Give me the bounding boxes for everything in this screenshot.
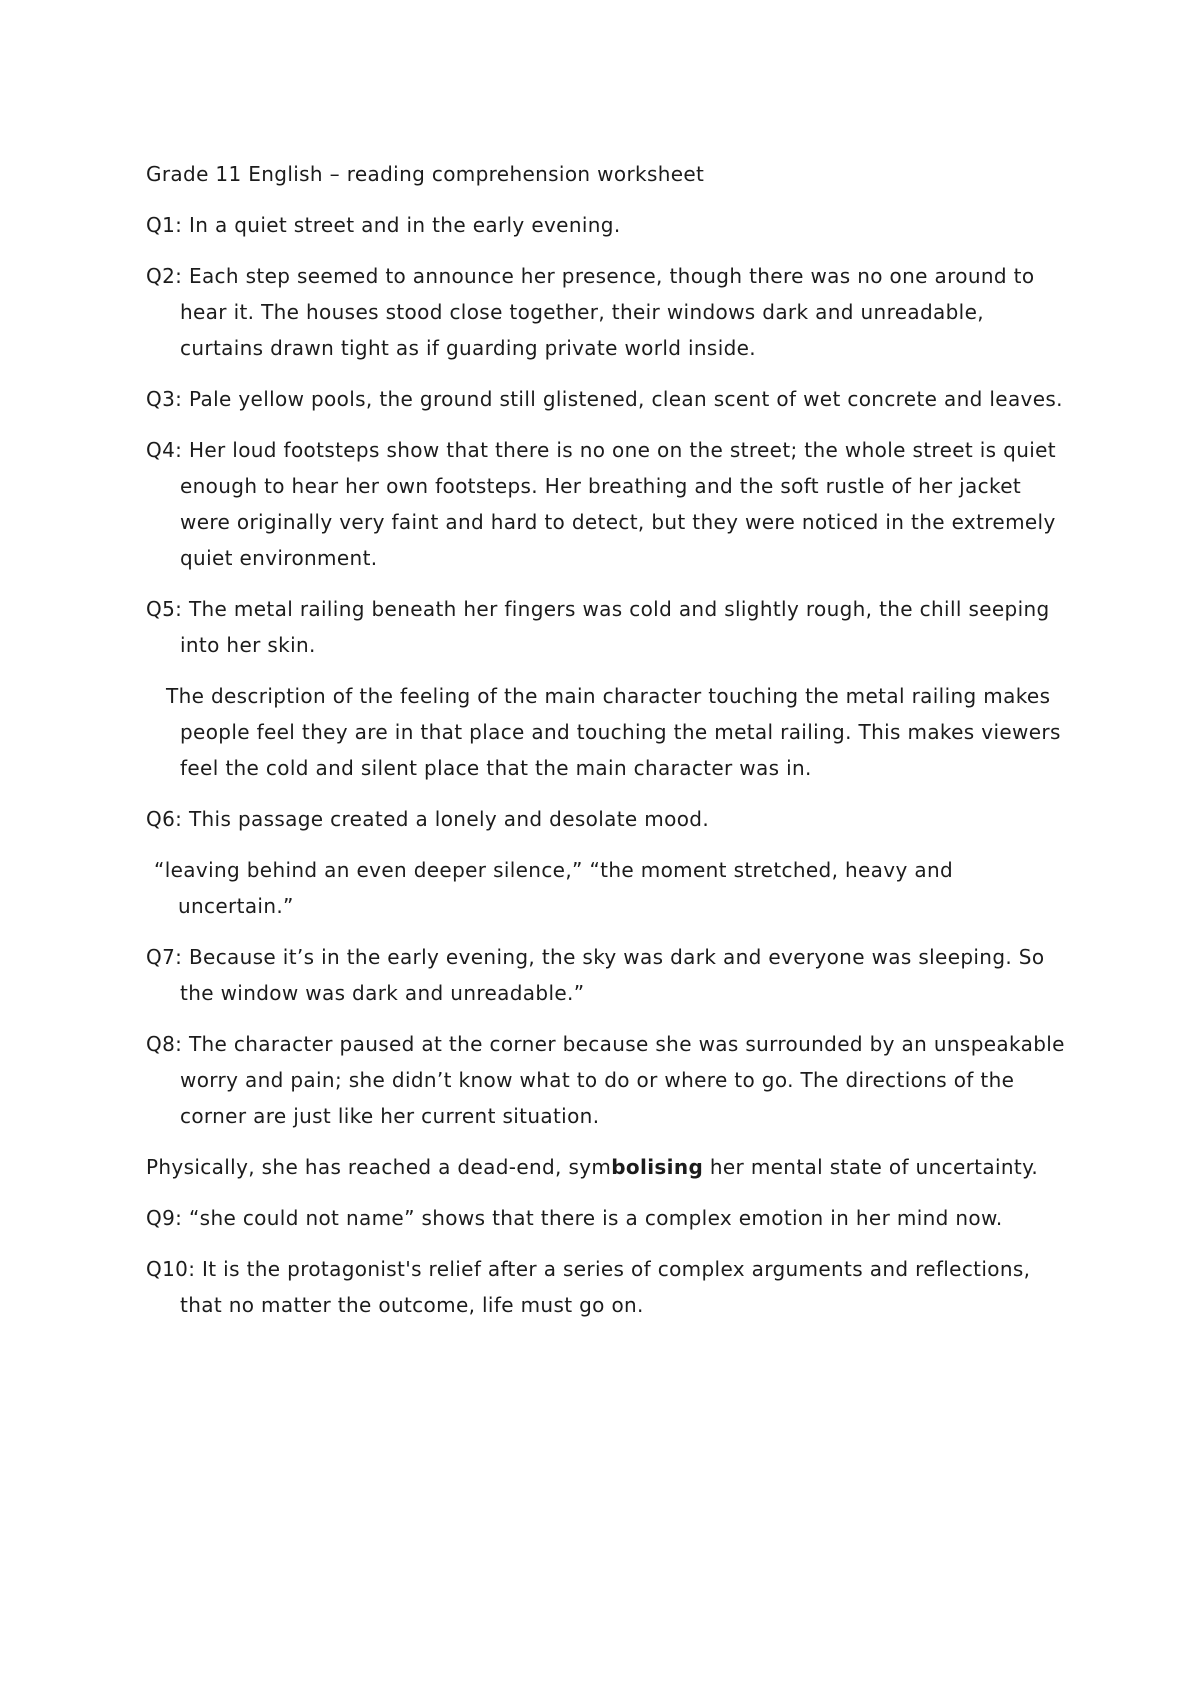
- worksheet-body: [146, 156, 1066, 1338]
- answer-q6: Q6: This passage created a lonely and desolate mood.: [146, 807, 710, 831]
- answer-q4: Q4: Her loud footsteps show that there is no one on the street; the whole street is quiet enough to hear her own footsteps. Her breathing and the soft rustle of her jacket were originally very faint and hard to detect, but they were noticed in the extremely quiet environment.: [146, 438, 1056, 570]
- answer-q8-extra-bold: bolising: [611, 1155, 704, 1179]
- answer-q3: Q3: Pale yellow pools, the ground still glistened, clean scent of wet concrete and leaves.: [146, 387, 1063, 411]
- answer-q2: Q2: Each step seemed to announce her presence, though there was no one around to hear it. The houses stood close together, their windows dark and unreadable, curtains drawn tight as if guarding private world inside.: [146, 264, 1035, 360]
- answer-q5: Q5: The metal railing beneath her fingers was cold and slightly rough, the chill seeping into her skin.: [146, 597, 1050, 657]
- answer-q6-quote: “leaving behind an even deeper silence,” “the moment stretched, heavy and uncertain.”: [154, 858, 954, 918]
- answer-q8-extra: [146, 1149, 1066, 1185]
- answer-q10: Q10: It is the protagonist's relief after a series of complex arguments and reflections, that no matter the outcome, life must go on.: [146, 1257, 1031, 1317]
- answer-q9: Q9: “she could not name” shows that there is a complex emotion in her mind now.: [146, 1206, 1003, 1230]
- answer-q7: Q7: Because it’s in the early evening, the sky was dark and everyone was sleeping. So the window was dark and unreadable.”: [146, 945, 1045, 1005]
- answer-q1: Q1: In a quiet street and in the early evening.: [146, 213, 621, 237]
- answer-q8: Q8: The character paused at the corner because she was surrounded by an unspeakable worry and pain; she didn’t know what to do or where to go. The directions of the corner are just like her current situation.: [146, 1032, 1065, 1128]
- answer-q8-extra-start: Physically, she has reached a dead-end, sym: [146, 1155, 612, 1179]
- worksheet-title: Grade 11 English – reading comprehension worksheet: [146, 162, 705, 186]
- answer-q5-explanation: The description of the feeling of the main character touching the metal railing makes people feel they are in that place and touching the metal railing. This makes viewers feel the cold and silent place that the main character was in.: [166, 684, 1061, 780]
- answer-q8-extra-end: her mental state of uncertainty.: [703, 1155, 1039, 1179]
